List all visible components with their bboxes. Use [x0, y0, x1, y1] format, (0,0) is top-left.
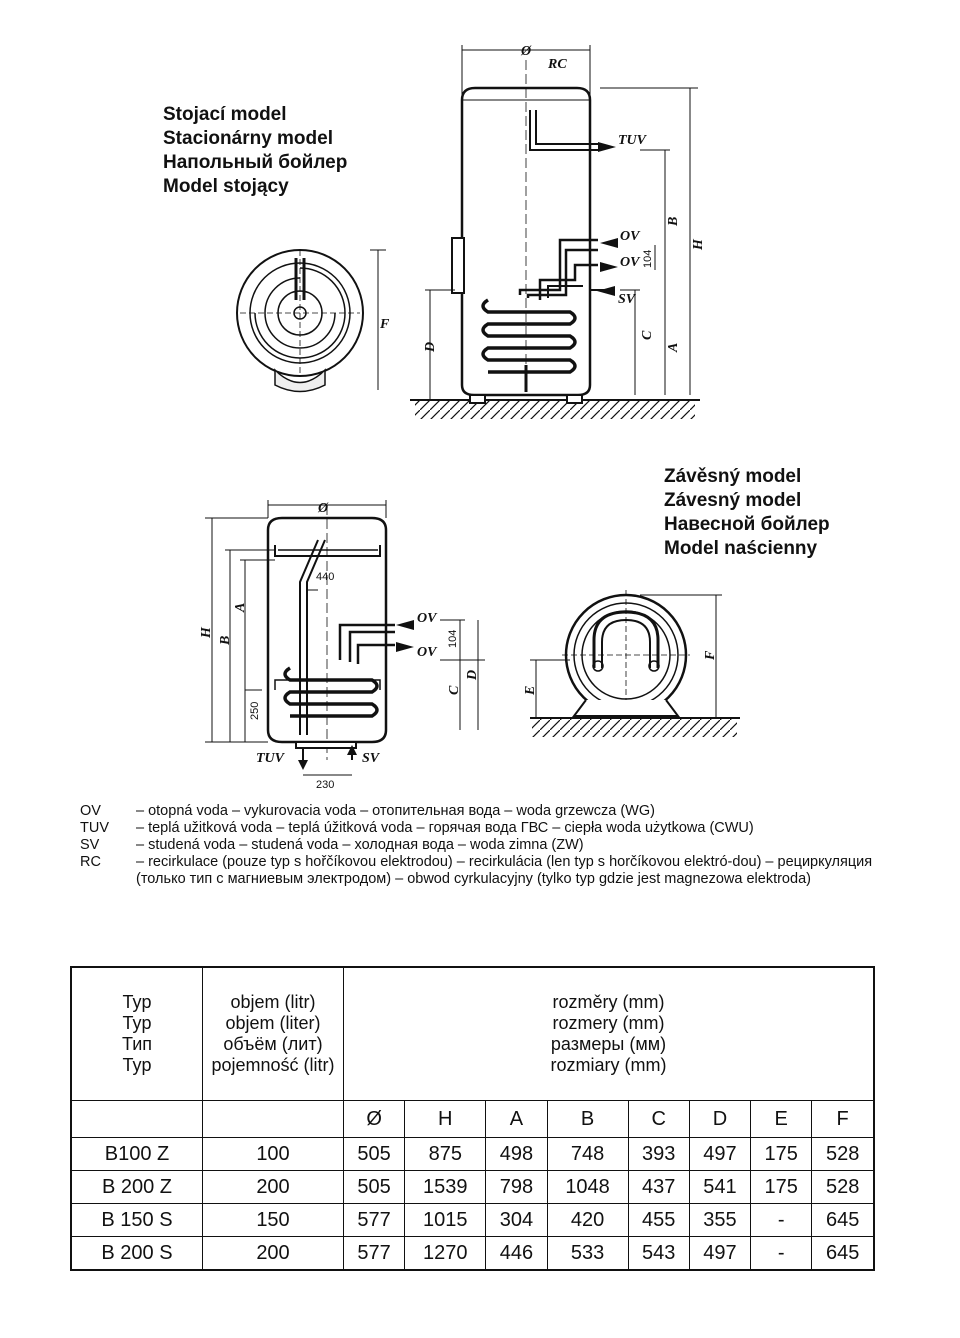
title-line-sk: Stacionárny model — [163, 128, 333, 149]
title-line-ru: Напольный бойлер — [163, 152, 348, 173]
cell-h: 1015 — [405, 1204, 486, 1237]
cell-type: B100 Z — [71, 1138, 203, 1171]
label-104: 104 — [642, 249, 654, 268]
title-line-ru: Навесной бойлер — [664, 514, 830, 535]
cell-f: 528 — [812, 1171, 874, 1204]
cell-c: 455 — [628, 1204, 689, 1237]
legend-abbr: SV — [80, 837, 100, 853]
header-volume-pl: pojemność (litr) — [211, 1055, 335, 1075]
label-a: A — [233, 602, 248, 612]
cell-b: 748 — [547, 1138, 628, 1171]
cell-c: 393 — [628, 1138, 689, 1171]
label-440: 440 — [316, 571, 335, 583]
label-a: A — [666, 342, 681, 352]
title-line-cs: Stojací model — [163, 104, 287, 125]
cell-h: 1270 — [405, 1237, 486, 1271]
dim-col-a: A — [486, 1101, 547, 1138]
cell-a: 304 — [486, 1204, 547, 1237]
cell-type: B 200 S — [71, 1237, 203, 1271]
header-dims-pl: rozmiary (mm) — [550, 1055, 667, 1075]
legend-text: – studená voda – studená voda – холодная вода – woda zimna (ZW) — [136, 837, 584, 853]
cell-e: 175 — [751, 1138, 812, 1171]
header-dims-ru: размеры (мм) — [550, 1034, 667, 1054]
header-dimensions — [344, 967, 875, 1101]
cell-b: 1048 — [547, 1171, 628, 1204]
cell-volume: 200 — [203, 1171, 344, 1204]
header-volume-ru: объём (лит) — [223, 1034, 323, 1054]
title-line-pl: Model stojący — [163, 176, 289, 197]
cell-d: 355 — [689, 1204, 750, 1237]
label-e: E — [523, 685, 538, 695]
label-104: 104 — [447, 629, 459, 648]
table-header-row — [71, 967, 874, 1101]
cell-a: 446 — [486, 1237, 547, 1271]
header-dims-sk: rozmery (mm) — [552, 1013, 665, 1033]
dim-col-d: D — [689, 1101, 750, 1138]
cell-d: 497 — [689, 1237, 750, 1271]
header-dims-cs: rozměry (mm) — [552, 992, 665, 1012]
legend-text: – otopná voda – vykurovacia voda – отопительная вода – woda grzewcza (WG) — [136, 803, 655, 819]
label-c: C — [640, 330, 655, 340]
header-volume-cs: objem (litr) — [230, 992, 316, 1012]
hanging-tank — [205, 500, 485, 775]
label-f: F — [380, 317, 390, 332]
cell-diameter: 577 — [344, 1204, 405, 1237]
table-row — [71, 1204, 874, 1237]
label-h: H — [691, 239, 706, 250]
label-d: D — [423, 341, 438, 352]
label-230: 230 — [316, 779, 335, 791]
legend-abbr: OV — [80, 803, 101, 819]
legend-row-tuv — [80, 820, 890, 837]
cell-f: 645 — [812, 1237, 874, 1271]
label-d: D — [465, 669, 480, 680]
cell-f: 645 — [812, 1204, 874, 1237]
label-250: 250 — [249, 701, 261, 720]
standing-tank — [410, 45, 700, 419]
hanging-side-view — [530, 590, 740, 737]
cell-d: 541 — [689, 1171, 750, 1204]
header-type-cs: Typ — [122, 992, 152, 1012]
label-sv: SV — [362, 751, 380, 766]
table-dimension-letters-row — [71, 1101, 874, 1138]
label-ov-out: OV — [620, 255, 640, 270]
legend — [80, 803, 890, 888]
legend-row-rc — [80, 854, 890, 888]
cell-b: 533 — [547, 1237, 628, 1271]
cell-type: B 150 S — [71, 1204, 203, 1237]
cell-c: 543 — [628, 1237, 689, 1271]
cell-a: 798 — [486, 1171, 547, 1204]
table-cell-empty — [203, 1101, 344, 1138]
label-diameter: Ø — [521, 44, 532, 59]
dim-col-f: F — [812, 1101, 874, 1138]
title-line-pl: Model naścienny — [664, 538, 818, 559]
cell-b: 420 — [547, 1204, 628, 1237]
header-type-pl: Typ — [122, 1055, 152, 1075]
table-cell-empty — [71, 1101, 203, 1138]
header-type-sk: Typ — [122, 1013, 152, 1033]
specification-table — [70, 966, 875, 1271]
header-type — [71, 967, 203, 1101]
cell-type: B 200 Z — [71, 1171, 203, 1204]
cell-e: 175 — [751, 1171, 812, 1204]
dim-col-h: H — [405, 1101, 486, 1138]
header-volume-sk: objem (liter) — [225, 1013, 321, 1033]
label-b: B — [218, 635, 233, 645]
cell-volume: 150 — [203, 1204, 344, 1237]
cell-c: 437 — [628, 1171, 689, 1204]
cell-e: - — [751, 1204, 812, 1237]
cell-e: - — [751, 1237, 812, 1271]
legend-row-ov — [80, 803, 890, 820]
cell-a: 498 — [486, 1138, 547, 1171]
cell-h: 1539 — [405, 1171, 486, 1204]
dim-col-e: E — [751, 1101, 812, 1138]
dim-col-diameter: Ø — [344, 1101, 405, 1138]
cell-volume: 100 — [203, 1138, 344, 1171]
legend-row-sv — [80, 837, 890, 854]
table-row — [71, 1237, 874, 1271]
table-row — [71, 1138, 874, 1171]
label-tuv: TUV — [618, 133, 646, 148]
dim-col-c: C — [628, 1101, 689, 1138]
label-c: C — [447, 685, 462, 695]
label-ov-in: OV — [620, 229, 640, 244]
cell-d: 497 — [689, 1138, 750, 1171]
standing-arrows — [597, 142, 618, 296]
header-type-ru: Тип — [121, 1034, 152, 1054]
dim-col-b: B — [547, 1101, 628, 1138]
label-ov-in: OV — [417, 611, 437, 626]
label-tuv: TUV — [256, 751, 284, 766]
cell-f: 528 — [812, 1138, 874, 1171]
label-b: B — [666, 216, 681, 226]
label-sv: SV — [618, 292, 636, 307]
cell-diameter: 505 — [344, 1138, 405, 1171]
table-row — [71, 1171, 874, 1204]
legend-abbr: RC — [80, 854, 101, 870]
label-h: H — [199, 627, 214, 638]
cell-volume: 200 — [203, 1237, 344, 1271]
cell-diameter: 577 — [344, 1237, 405, 1271]
legend-text: – teplá užitková voda – teplá úžitková voda – горячая вода ГВС – ciepła woda użytkowa (CWU) — [136, 820, 754, 836]
label-ov-out: OV — [417, 645, 437, 660]
title-line-sk: Závesný model — [664, 490, 802, 511]
standing-top-view — [237, 250, 386, 392]
header-volume — [203, 967, 344, 1101]
legend-abbr: TUV — [80, 820, 109, 836]
legend-text: – recirkulace (pouze typ s hořčíkovou elektrodou) – recirkulácia (len typ s horčíkovou elektró-dou) – рециркуляция (только тип с магниевым электродом) – obwod cyrkulacyjny (tylko typ gdzie jest magnezowa elektroda) — [136, 854, 873, 887]
label-diameter: Ø — [318, 501, 329, 516]
label-rc: RC — [548, 57, 567, 72]
label-f: F — [703, 650, 718, 660]
cell-h: 875 — [405, 1138, 486, 1171]
cell-diameter: 505 — [344, 1171, 405, 1204]
title-line-cs: Závěsný model — [664, 466, 802, 487]
